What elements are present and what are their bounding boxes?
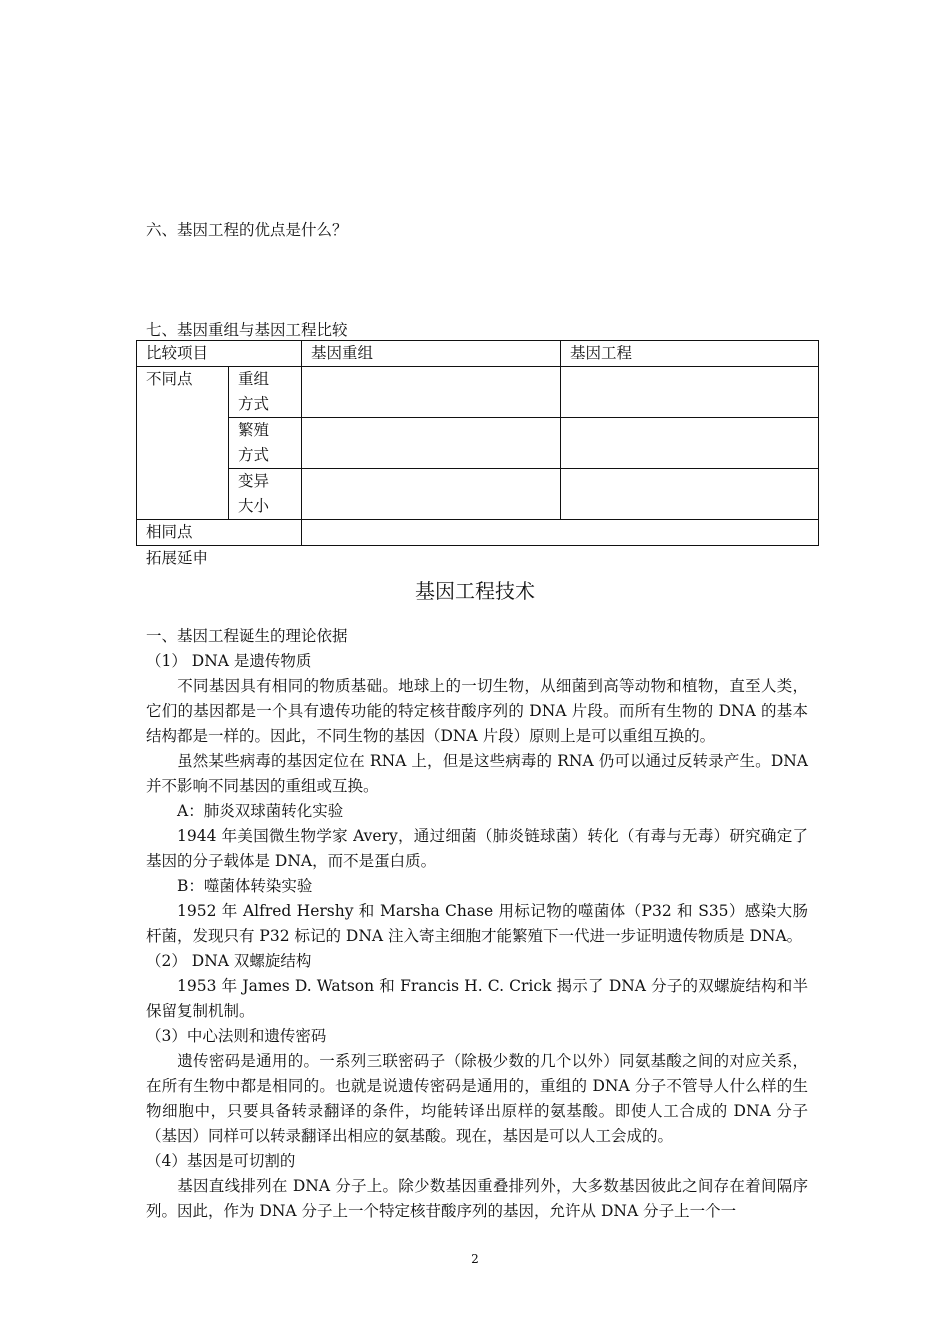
table-row: [137, 520, 819, 546]
differences-label: 不同点: [137, 367, 229, 520]
section-title: 基因工程技术: [415, 579, 535, 603]
header-gene-engineering: 基因工程: [561, 341, 819, 367]
question-six: 六、基因工程的优点是什么？: [146, 221, 348, 239]
extension-heading: 拓展延申: [146, 549, 209, 567]
paragraph-7: 基因直线排列在 DNA 分子上。除少数基因重叠排列外，大多数基因彼此之间存在着间隔序列。因此，作为 DNA 分子上一个特定核苷酸序列的基因，允许从 DNA 分子上一个一: [146, 1177, 808, 1220]
row-label-reproduction-mode: 繁殖 方式: [229, 418, 302, 469]
table-cell: [561, 418, 819, 469]
subheading-3: （3）中心法则和遗传密码: [146, 1027, 327, 1045]
row-label-variation-size: 变异 大小: [229, 469, 302, 520]
comparison-table: [136, 340, 819, 546]
header-gene-recombination: 基因重组: [302, 341, 561, 367]
table-row: [137, 341, 819, 367]
table-row: [137, 367, 819, 418]
paragraph-4: 1952 年 Alfred Hershy 和 Marsha Chase 用标记物的噬菌体（P32 和 S35）感染大肠杆菌，发现只有 P32 标记的 DNA 注入寄主细胞才能繁殖下一代进一步证明遗传物质是 DNA。: [146, 902, 808, 945]
table-cell: [302, 520, 819, 546]
similarities-label: 相同点: [137, 520, 302, 546]
table-cell: [302, 367, 561, 418]
paragraph-2: 虽然某些病毒的基因定位在 RNA 上，但是这些病毒的 RNA 仍可以通过反转录产生。DNA 并不影响不同基因的重组或互换。: [146, 752, 808, 795]
heading-one: 一、基因工程诞生的理论依据: [146, 627, 348, 645]
table-row: [137, 469, 819, 520]
subheading-2: （2） DNA 双螺旋结构: [146, 952, 312, 970]
table-cell: [561, 367, 819, 418]
paragraph-5: 1953 年 James D. Watson 和 Francis H. C. Crick 揭示了 DNA 分子的双螺旋结构和半保留复制机制。: [146, 977, 808, 1020]
subheading-b: B：噬菌体转染实验: [177, 877, 313, 895]
table-cell: [561, 469, 819, 520]
header-compare-item: 比较项目: [137, 341, 302, 367]
row-label-recombination-mode: 重组 方式: [229, 367, 302, 418]
page-number: 2: [471, 1252, 479, 1266]
table-row: [137, 418, 819, 469]
subheading-a: A：肺炎双球菌转化实验: [177, 802, 344, 820]
table-cell: [302, 469, 561, 520]
question-seven: 七、基因重组与基因工程比较: [146, 321, 348, 339]
subheading-1: （1） DNA 是遗传物质: [146, 652, 312, 670]
table-cell: [302, 418, 561, 469]
paragraph-1: 不同基因具有相同的物质基础。地球上的一切生物，从细菌到高等动物和植物，直至人类，它们的基因都是一个具有遗传功能的特定核苷酸序列的 DNA 片段。而所有生物的 DNA 的基本结构都是一样的。因此，不同生物的基因（DNA 片段）原则上是可以重组互换的。: [146, 677, 808, 745]
paragraph-6: 遗传密码是通用的。一系列三联密码子（除极少数的几个以外）同氨基酸之间的对应关系，在所有生物中都是相同的。也就是说遗传密码是通用的，重组的 DNA 分子不管导人什么样的生物细胞中，只要具备转录翻译的条件，均能转译出原样的氨基酸。即使人工合成的 DNA 分子（基因）同样可以转录翻译出相应的氨基酸。现在，基因是可以人工会成的。: [146, 1052, 808, 1145]
subheading-4: （4）基因是可切割的: [146, 1152, 296, 1170]
paragraph-3: 1944 年美国微生物学家 Avery，通过细菌（肺炎链球菌）转化（有毒与无毒）研究确定了基因的分子载体是 DNA，而不是蛋白质。: [146, 827, 808, 870]
